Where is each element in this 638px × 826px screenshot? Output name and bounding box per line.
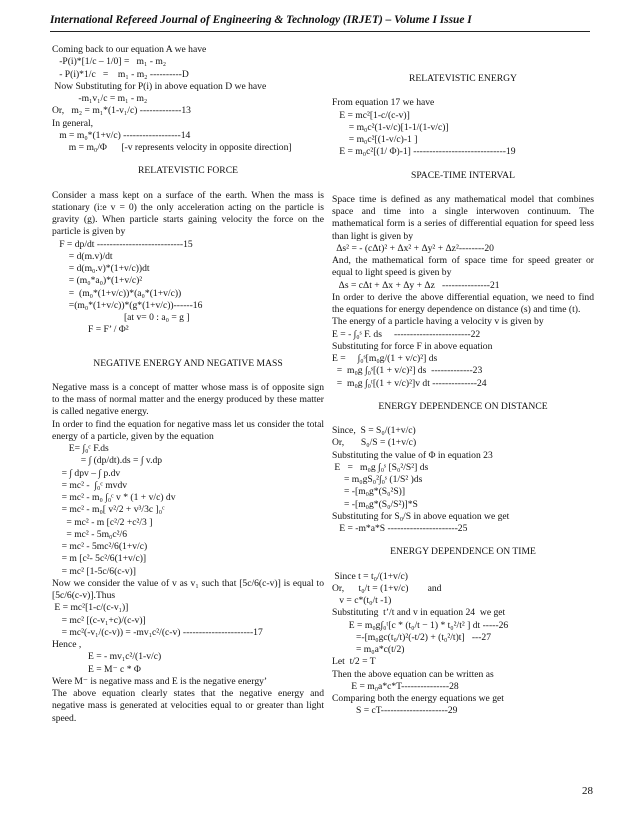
equation-line: = -[m₀g*(S₀/S²)]*S: [332, 498, 418, 510]
text-line: Hence ,: [52, 639, 82, 650]
equation-line: E = m₀g∫₀ᵗ[c * (t₀/t − 1) * t₀²/t² ] dt -----26: [332, 619, 509, 631]
equation-line: = mc² - m [c²/2 +c²/3 ]: [52, 516, 153, 528]
equation-line: F = F’ / Φ²: [52, 324, 129, 336]
equation-line: = m₀a*c(t/2): [332, 644, 405, 655]
page-number: 28: [582, 785, 593, 797]
equation-line: = d(m.v)/dt: [52, 250, 113, 262]
equation-line: -P(i)*[1/c – 1/0] = m₁ - m₂: [52, 56, 167, 68]
equation-line: = mc²(-v₁/(c-v)) = -mv₁c²/(c-v) ----------------------17: [52, 626, 263, 638]
spacer: [52, 337, 324, 347]
equation-line: = -[m₀g*(S₀²S)]: [332, 486, 406, 498]
equation-line: E = - mv₁c²/(1-v/c): [52, 651, 162, 663]
section-heading-relativistic-energy: RELATEVISTIC ENERGY: [409, 73, 517, 84]
paragraph: The above equation clearly states that the negative energy and negative mass is generated at velocities equal to or greater than light speed.: [52, 688, 324, 724]
paragraph: Negative mass is a concept of matter whose mass is of opposite sign to the mass of normal matter and the energy produced by these matter is called negative energy.: [52, 381, 324, 418]
spacer: [332, 44, 594, 62]
equation-line: Δs² = - (cΔt)² + Δx² + Δy² + Δz²--------20: [332, 242, 494, 254]
equation-line: Let t/2 = T: [332, 656, 376, 668]
journal-header: International Refereed Journal of Engineering & Technology (IRJET) – Volume I Issue I: [50, 14, 472, 26]
equation-line: = mc² - m₀ ∫₀ᶜ v * (1 + v/c) dv: [52, 492, 176, 503]
equation-line: = mc² - 5m₀c²/6: [52, 528, 127, 540]
equation-line: = m₀gS₀²∫₀ˢ (1/S² )ds: [332, 474, 423, 485]
equation-line: -m₁v₁/c = m₁ - m₂: [52, 93, 148, 104]
paragraph: In order to derive the above differential equation, we need to find the equations for energy dependence on distance (s) and time (t).: [332, 291, 594, 315]
section-heading-space-time: SPACE-TIME INTERVAL: [411, 169, 515, 181]
equation-line: Or, t₀/t = (1+v/c) and: [332, 582, 442, 594]
equation-line: m = m₀*(1+v/c) ------------------14: [52, 129, 191, 141]
text-line: Substituting the value of Φ in equation 23: [332, 449, 493, 461]
text-line: Substituting for S₀/S in above equation we get: [332, 510, 510, 522]
equation-line: S = cT---------------------29: [332, 705, 458, 717]
text-line: Substituting for force F in above equation: [332, 340, 493, 352]
equation-line: = m₀c²[(1-v/c)-1 ]: [332, 134, 418, 145]
equation-line: = mc² - m₀[ v²/2 + v³/3c ]₀ᶜ: [52, 504, 165, 516]
equation-line: = ∫ dpv – ∫ p.dv: [52, 467, 121, 479]
paragraph: In order to find the equation for negative mass let us consider the total energy of a particle, given by the equation: [52, 418, 324, 442]
equation-line: E = m₀c²[(1/ Φ)-1] -----------------------------19: [332, 146, 516, 158]
equation-line: Or, m₂ = m₁*(1-v₁/c) -------------13: [52, 105, 191, 117]
section-heading-negative-energy: NEGATIVE ENERGY AND NEGATIVE MASS: [93, 357, 283, 369]
equation-line: Since, S = S₀/(1+v/c): [332, 425, 416, 436]
equation-line: = d(m₀.v)*(1+v/c))dt: [52, 263, 150, 274]
equation-line: = mc² [1-5c/6(c-v)]: [52, 565, 136, 577]
equation-line: = mc² - 5mc²/6(1+v/c): [52, 541, 148, 552]
equation-line: =-[m₀gc(t₀/t)²(-t/2) + (t₀²/t)t] ---27: [332, 631, 492, 643]
left-column: [52, 44, 324, 725]
equation-line: Δs = cΔt + Δx + Δy + Δz ---------------21: [332, 279, 500, 291]
text-line: In general,: [52, 117, 94, 129]
paragraph: Space time is defined as any mathematical model that combines space and time into a single interwoven continuum. The mathematical form is a series of differential equation for speed less than light is given by: [332, 193, 594, 242]
equation-line: [at v= 0 : a₀ = g ]: [52, 312, 190, 323]
equation-line: = (m₀*a₀)*(1+v/c)²: [52, 275, 143, 287]
equation-line: E = m₀g ∫₀ˢ [S₀²/S²] ds: [332, 461, 429, 473]
equation-line: E = m₀a*c*T---------------28: [332, 680, 459, 692]
equation-line: m = m₀/Φ [-v represents velocity in opposite direction]: [52, 142, 292, 153]
equation-line: = m [c²- 5c²/6(1+v/c)]: [52, 553, 147, 565]
equation-line: = ∫ (dp/dt).ds = ∫ v.dp: [52, 455, 163, 467]
equation-line: = mc² [(c-v₁+c)/(c-v)]: [52, 614, 146, 626]
equation-line: Since t = t₀/(1+v/c): [332, 570, 408, 582]
equation-line: E= ∫₀ᶜ F.ds: [52, 443, 109, 454]
equation-line: = m₀g ∫₀ˢ[(1 + v/c)²] ds -------------23: [332, 365, 483, 377]
equation-line: E = mc²[1-c/(c-v₁)]: [52, 602, 129, 614]
equation-line: = mc² - ∫₀ᶜ mvdv: [52, 479, 128, 491]
equation-line: =(m₀*(1+v/c))*(g*(1+v/c))------16: [52, 299, 203, 311]
equation-line: Or, S₀/S = (1+v/c): [332, 437, 417, 449]
section-heading-energy-distance: ENERGY DEPENDENCE ON DISTANCE: [378, 400, 548, 412]
section-heading-relativistic-force: RELATEVISTIC FORCE: [138, 165, 238, 177]
equation-line: = m₀g ∫₀ᵗ[(1 + v/c)²]v dt --------------24: [332, 377, 487, 389]
paragraph: And, the mathematical form of space time for speed greater or equal to light speed is given by: [332, 255, 594, 279]
text-line: Substituting t’/t and v in equation 24 we get: [332, 607, 506, 619]
equation-line: F = dp/dt ---------------------------15: [52, 238, 193, 250]
equation-line: = (m₀*(1+v/c))*(a₀*(1+v/c)): [52, 287, 182, 299]
text-line: Comparing both the energy equations we get: [332, 693, 504, 704]
equation-line: E = ∫₀ˢ[m₀g/(1 + v/c)²] ds: [332, 353, 438, 364]
section-heading-energy-time: ENERGY DEPENDENCE ON TIME: [390, 546, 536, 558]
equation-line: v = c*(t₀/t -1): [332, 595, 392, 606]
text-line: Then the above equation can be written as: [332, 668, 494, 680]
text-line: The energy of a particle having a velocity v is given by: [332, 316, 544, 328]
text-line: Were M⁻ is negative mass and E is the negative energy’: [52, 675, 268, 687]
equation-line: - P(i)*1/c = m₁ - m₂ ----------D: [52, 68, 189, 80]
equation-line: E = -m*a*S ----------------------25: [332, 523, 468, 534]
text-line: Coming back to our equation A we have: [52, 44, 207, 55]
equation-line: E = M⁻ c * Φ: [52, 663, 141, 675]
paragraph: Now we consider the value of v as v₁ such that [5c/6(c-v)] is equal to [5c/6(c-v)].Thus: [52, 577, 324, 601]
header-rule: [50, 31, 590, 32]
equation-line: E = mc²[1-c/(c-v)]: [332, 109, 410, 121]
equation-line: E = - ∫₀ˢ F. ds ------------------------22: [332, 328, 481, 340]
equation-line: = m₀c²(1-v/c)[1-1/(1-v/c)]: [332, 121, 449, 133]
text-line: From equation 17 we have: [332, 97, 435, 109]
paragraph: Consider a mass kept on a surface of the earth. When the mass is stationary (i:e v = 0) the only acceleration acting on the particle is gravity (g). When particle starts gaining velocity the force on the particle is given by: [52, 189, 324, 238]
text-line: Now Substituting for P(i) in above equation D we have: [52, 80, 267, 92]
right-column: [332, 44, 594, 718]
